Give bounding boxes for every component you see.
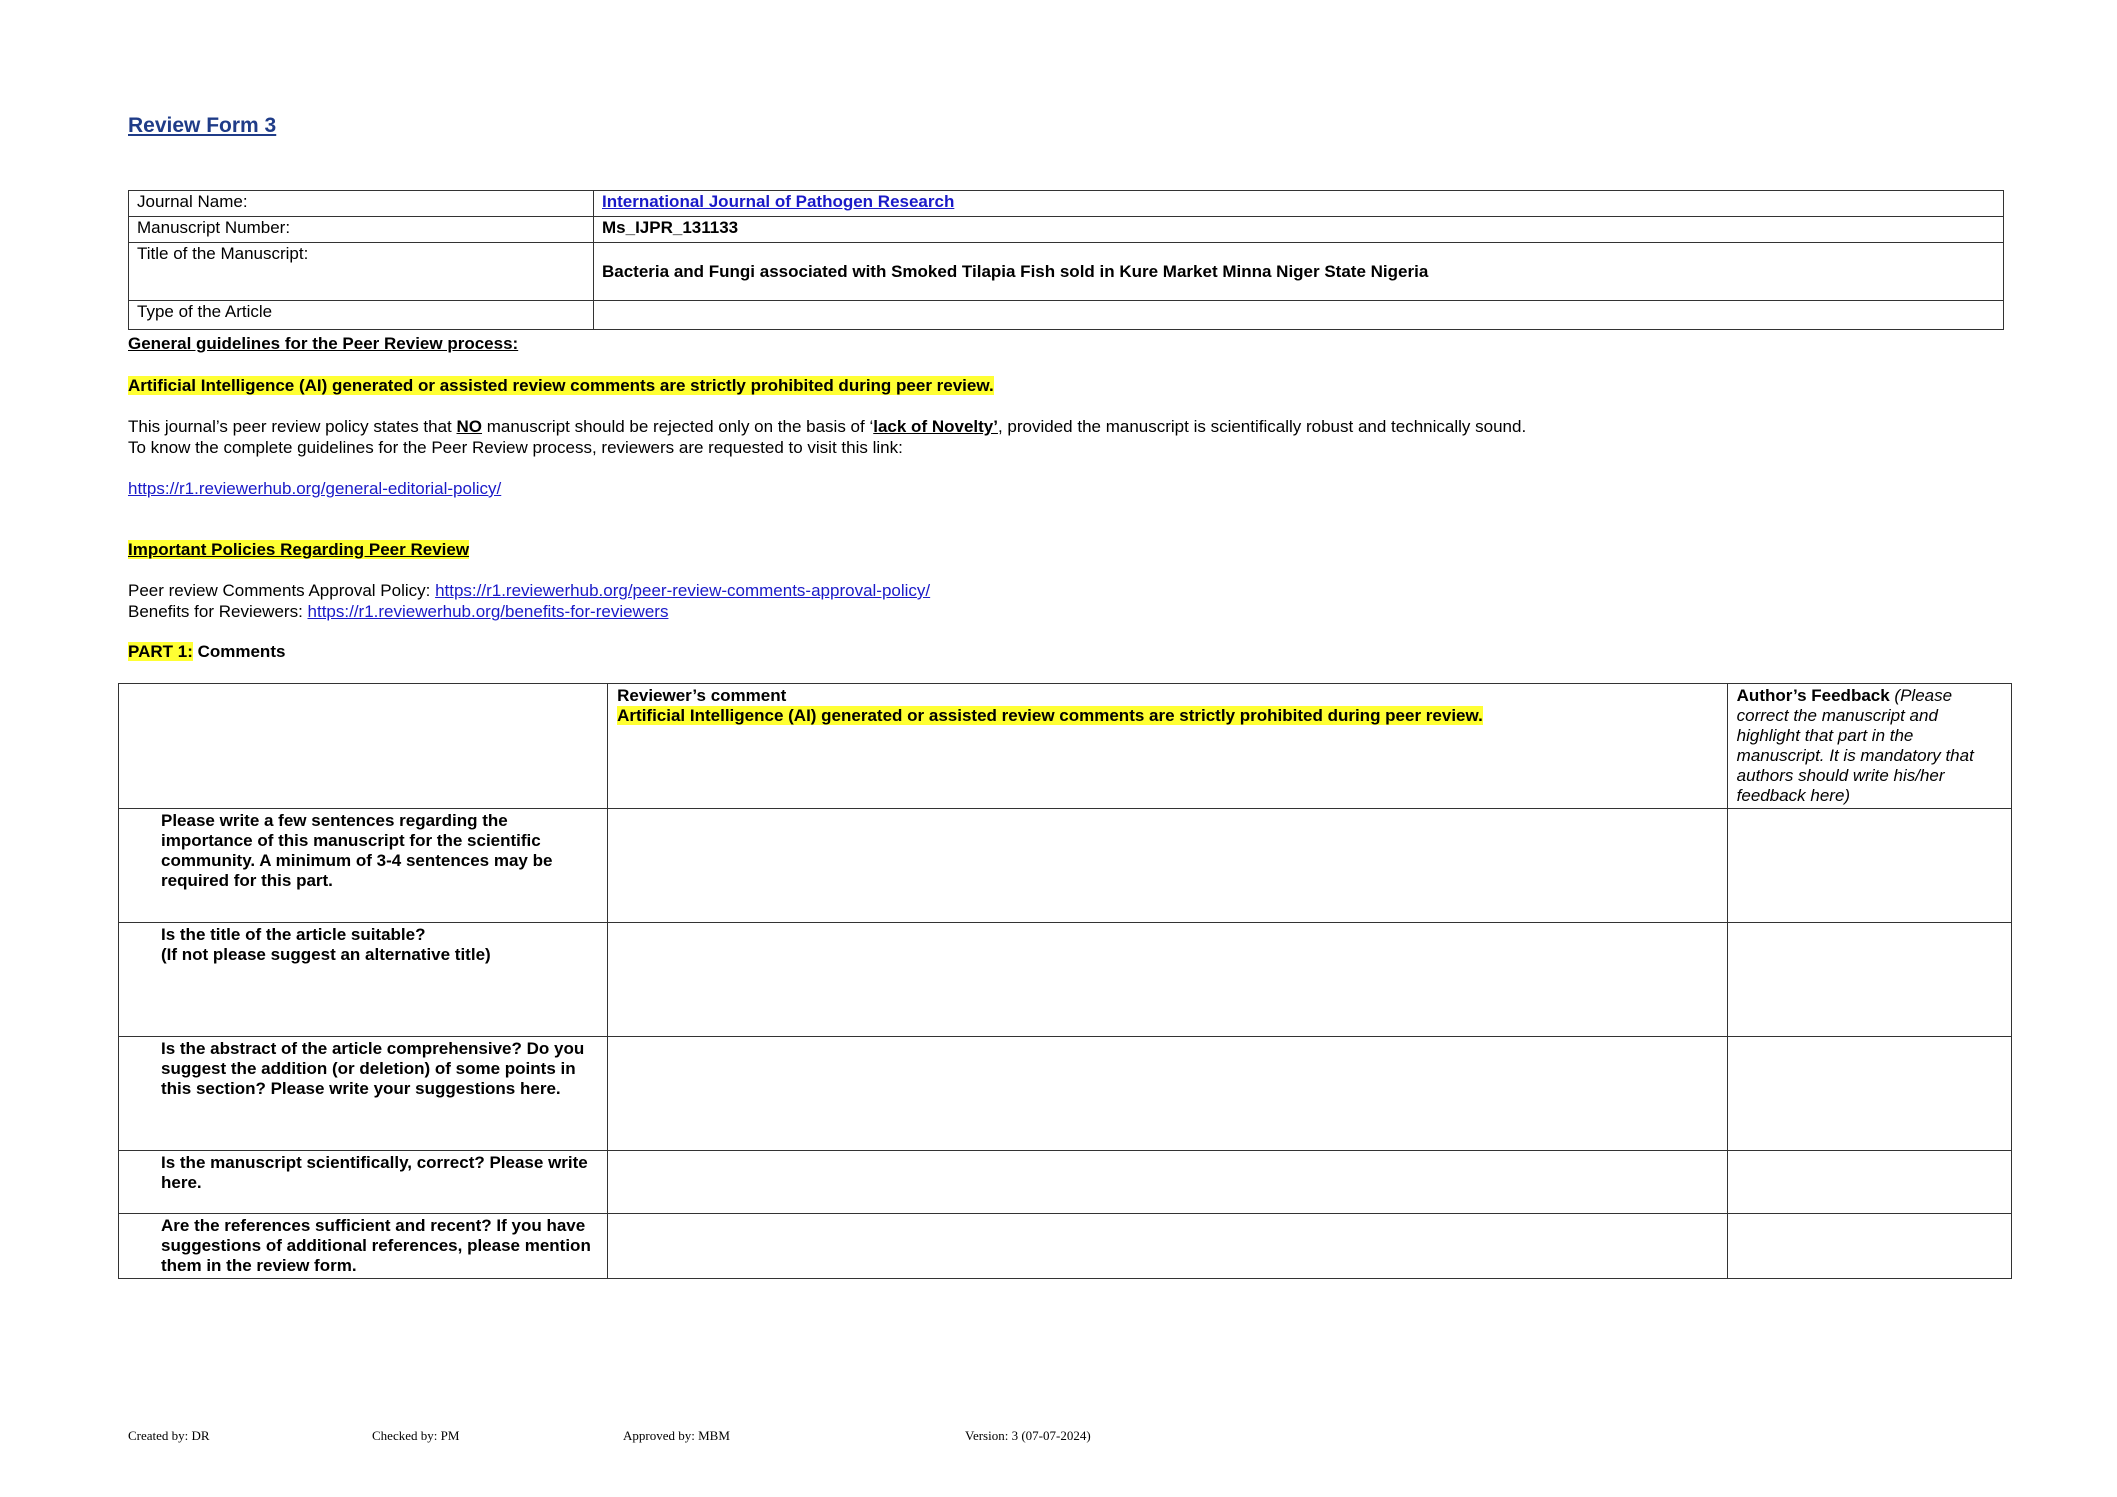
part1-heading bbox=[128, 642, 285, 662]
manuscript-title-row bbox=[129, 243, 2004, 301]
table-row bbox=[119, 923, 2012, 1037]
footer-created: Created by: DR bbox=[128, 1428, 210, 1443]
comments-table bbox=[118, 683, 2012, 1279]
journal-value bbox=[594, 191, 2004, 217]
manuscript-number-row bbox=[129, 217, 2004, 243]
policy-no: NO bbox=[456, 417, 483, 436]
approval-policy-line bbox=[128, 581, 930, 601]
ai-warning bbox=[128, 376, 994, 396]
part1-title: Comments bbox=[192, 642, 286, 661]
reviewer-comment-cell[interactable] bbox=[608, 1151, 1728, 1214]
journal-link[interactable]: International Journal of Pathogen Research bbox=[602, 192, 955, 211]
journal-row bbox=[129, 191, 2004, 217]
author-feedback-cell[interactable] bbox=[1727, 1214, 2011, 1279]
ai-warning-text: Artificial Intelligence (AI) generated or assisted review comments are strictly prohibited during peer review. bbox=[128, 376, 994, 395]
table-row bbox=[119, 809, 2012, 923]
benefits-line bbox=[128, 602, 668, 622]
policy-text-1: This journal’s peer review policy states that bbox=[128, 417, 457, 436]
journal-label: Journal Name: bbox=[129, 191, 594, 217]
manuscript-title-label: Title of the Manuscript: bbox=[129, 243, 594, 301]
question-importance: Please write a few sentences regarding the importance of this manuscript for the scientific community. A minimum of 3-4 sentences may be required for this part. bbox=[119, 809, 608, 923]
manuscript-number-value: Ms_IJPR_131133 bbox=[594, 217, 2004, 243]
benefits-label: Benefits for Reviewers: bbox=[128, 602, 308, 621]
author-header-label: Author’s Feedback bbox=[1736, 686, 1890, 705]
editorial-policy-link[interactable]: https://r1.reviewerhub.org/general-editorial-policy/ bbox=[128, 479, 502, 498]
important-policies-heading bbox=[128, 540, 469, 560]
table-row bbox=[119, 1037, 2012, 1151]
footer-checked: Checked by: PM bbox=[372, 1428, 460, 1443]
manuscript-title-value: Bacteria and Fungi associated with Smoked Tilapia Fish sold in Kure Market Minna Niger State Nigeria bbox=[594, 243, 2004, 301]
author-feedback-cell[interactable] bbox=[1727, 1151, 2011, 1214]
author-header-note: (Please correct the manuscript and highlight that part in the manuscript. It is mandatory that authors should write his/her feedback here) bbox=[1736, 686, 1974, 805]
author-feedback-header bbox=[1727, 684, 2011, 809]
question-scientific: Is the manuscript scientifically, correct? Please write here. bbox=[119, 1151, 608, 1214]
article-type-row bbox=[129, 301, 2004, 330]
approval-policy-label: Peer review Comments Approval Policy: bbox=[128, 581, 436, 600]
reviewer-comment-cell[interactable] bbox=[608, 923, 1728, 1037]
reviewer-comment-cell[interactable] bbox=[608, 1214, 1728, 1279]
table-row bbox=[119, 1214, 2012, 1279]
visit-link-text: To know the complete guidelines for the Peer Review process, reviewers are requested to visit this link: bbox=[128, 438, 903, 457]
author-feedback-cell[interactable] bbox=[1727, 809, 2011, 923]
important-policies-text: Important Policies Regarding Peer Review bbox=[128, 540, 470, 559]
manuscript-number-label: Manuscript Number: bbox=[129, 217, 594, 243]
footer-approved: Approved by: MBM bbox=[623, 1428, 730, 1443]
manuscript-info-table bbox=[128, 190, 2004, 330]
novelty-policy-text bbox=[128, 417, 1526, 437]
question-title-line2: (If not please suggest an alternative title) bbox=[161, 945, 491, 964]
document-title: Review Form 3 bbox=[128, 114, 277, 137]
footer-version: Version: 3 (07-07-2024) bbox=[965, 1428, 1091, 1443]
policy-text-3: , provided the manuscript is scientifically robust and technically sound. bbox=[997, 417, 1527, 436]
question-title-line1: Is the title of the article suitable? bbox=[161, 925, 426, 944]
policy-text-2: manuscript should be rejected only on the basis of ‘ bbox=[482, 417, 874, 436]
guidelines-heading: General guidelines for the Peer Review process: bbox=[128, 334, 519, 353]
reviewer-comment-cell[interactable] bbox=[608, 1037, 1728, 1151]
part1-label: PART 1: bbox=[128, 642, 193, 661]
table-row bbox=[119, 1151, 2012, 1214]
benefits-link[interactable]: https://r1.reviewerhub.org/benefits-for-reviewers bbox=[307, 602, 669, 621]
comments-header-row bbox=[119, 684, 2012, 809]
reviewer-comment-header bbox=[608, 684, 1728, 809]
reviewer-header-label: Reviewer’s comment bbox=[617, 686, 787, 705]
author-feedback-cell[interactable] bbox=[1727, 923, 2011, 1037]
header-empty-cell bbox=[119, 684, 608, 809]
article-type-value[interactable] bbox=[594, 301, 2004, 330]
question-abstract: Is the abstract of the article comprehensive? Do you suggest the addition (or deletion) of some points in this section? Please write your suggestions here. bbox=[119, 1037, 608, 1151]
reviewer-comment-cell[interactable] bbox=[608, 809, 1728, 923]
article-type-label: Type of the Article bbox=[129, 301, 594, 330]
question-title bbox=[119, 923, 608, 1037]
policy-novelty: lack of Novelty’ bbox=[873, 417, 998, 436]
reviewer-ai-warning: Artificial Intelligence (AI) generated or assisted review comments are strictly prohibited during peer review. bbox=[617, 706, 1483, 725]
approval-policy-link[interactable]: https://r1.reviewerhub.org/peer-review-comments-approval-policy/ bbox=[435, 581, 931, 600]
author-feedback-cell[interactable] bbox=[1727, 1037, 2011, 1151]
question-references: Are the references sufficient and recent? If you have suggestions of additional references, please mention them in the review form. bbox=[119, 1214, 608, 1279]
